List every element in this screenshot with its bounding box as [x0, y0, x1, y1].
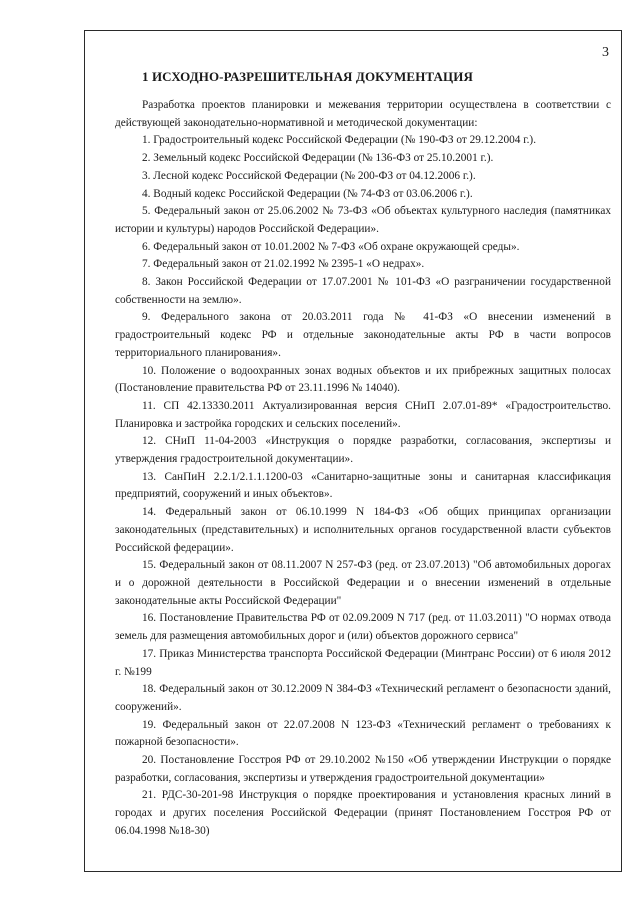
list-item: 17. Приказ Министерства транспорта Российской Федерации (Минтранс России) от 6 июля 2012 г. №199 [115, 647, 611, 678]
page-frame [84, 30, 622, 872]
list-item: 5. Федеральный закон от 25.06.2002 № 73-ФЗ «Об объектах культурного наследия (памятниках истории и культуры) народов Российской Федерации». [115, 205, 611, 235]
list-item: 19. Федеральный закон от 22.07.2008 N 123-ФЗ «Технический регламент о требованиях к пожарной безопасности». [115, 718, 611, 749]
page-number: 3 [602, 45, 609, 60]
list-item: 14. Федеральный закон от 06.10.1999 N 184-ФЗ «Об общих принципах организации законодательных (представительных) и исполнительных органов государственной власти субъектов Российской федерации». [115, 506, 611, 554]
list-item: 8. Закон Российской Федерации от 17.07.2001 № 101-ФЗ «О разграничении государственной собственности на землю». [115, 276, 611, 306]
list-item: 4. Водный кодекс Российской Федерации (№ 74-ФЗ от 03.06.2006 г.). [142, 187, 473, 200]
list-item: 1. Градостроительный кодекс Российской Федерации (№ 190-ФЗ от 29.12.2004 г.). [142, 134, 537, 147]
list-item: 15. Федеральный закон от 08.11.2007 N 257-ФЗ (ред. от 23.07.2013) "Об автомобильных дорогах и о дорожной деятельности в Российской Федерации и о внесении изменений в отдельные законодательные акты Российской Федерации" [115, 559, 611, 607]
section-heading: 1 ИСХОДНО-РАЗРЕШИТЕЛЬНАЯ ДОКУМЕНТАЦИЯ [142, 69, 473, 84]
list-item: 3. Лесной кодекс Российской Федерации (№ 200-ФЗ от 04.12.2006 г.). [142, 169, 476, 182]
list-item: 6. Федеральный закон от 10.01.2002 № 7-ФЗ «Об охране окружающей среды». [142, 240, 520, 253]
list-item: 2. Земельный кодекс Российской Федерации (№ 136-ФЗ от 25.10.2001 г.). [142, 152, 494, 165]
list-item: 7. Федеральный закон от 21.02.1992 № 2395-1 «О недрах». [142, 258, 425, 271]
list-item: 11. СП 42.13330.2011 Актуализированная версия СНиП 2.07.01-89* «Градостроительство. Планировка и застройка городских и сельских поселений». [115, 399, 611, 430]
document-body [115, 97, 611, 841]
list-item: 21. РДС-30-201-98 Инструкция о порядке проектирования и установления красных линий в городах и других поселения Российской Федерации (принят Постановлением Госстроя РФ от 06.04.1998 №18-30) [115, 789, 611, 837]
list-item: 13. СанПиН 2.2.1/2.1.1.1200-03 «Санитарно-защитные зоны и санитарная классификация предприятий, сооружений и иных объектов». [115, 470, 611, 501]
list-item: 12. СНиП 11-04-2003 «Инструкция о порядке разработки, согласования, экспертизы и утверждения градостроительной документации». [115, 435, 611, 466]
intro-paragraph: Разработка проектов планировки и межевания территории осуществлена в соответствии с действующей законодательно-нормативной и методической документации: [115, 99, 611, 129]
list-item: 9. Федерального закона от 20.03.2011 года № 41-ФЗ «О внесении изменений в градостроительный кодекс РФ и отдельные законодательные акты РФ в части вопросов территориального планирования». [115, 311, 611, 359]
list-item: 18. Федеральный закон от 30.12.2009 N 384-ФЗ «Технический регламент о безопасности зданий, сооружений». [115, 683, 611, 713]
list-item: 10. Положение о водоохранных зонах водных объектов и их прибрежных защитных полосах (Постановление правительства РФ от 23.11.1996 № 14040). [115, 364, 611, 395]
list-item: 20. Постановление Госстроя РФ от 29.10.2002 №150 «Об утверждении Инструкции о порядке разработки, согласования, экспертизы и утверждения градостроительной документации» [115, 754, 611, 784]
list-item: 16. Постановление Правительства РФ от 02.09.2009 N 717 (ред. от 11.03.2011) "О нормах отвода земель для размещения автомобильных дорог и (или) объектов дорожного сервиса" [115, 612, 611, 643]
